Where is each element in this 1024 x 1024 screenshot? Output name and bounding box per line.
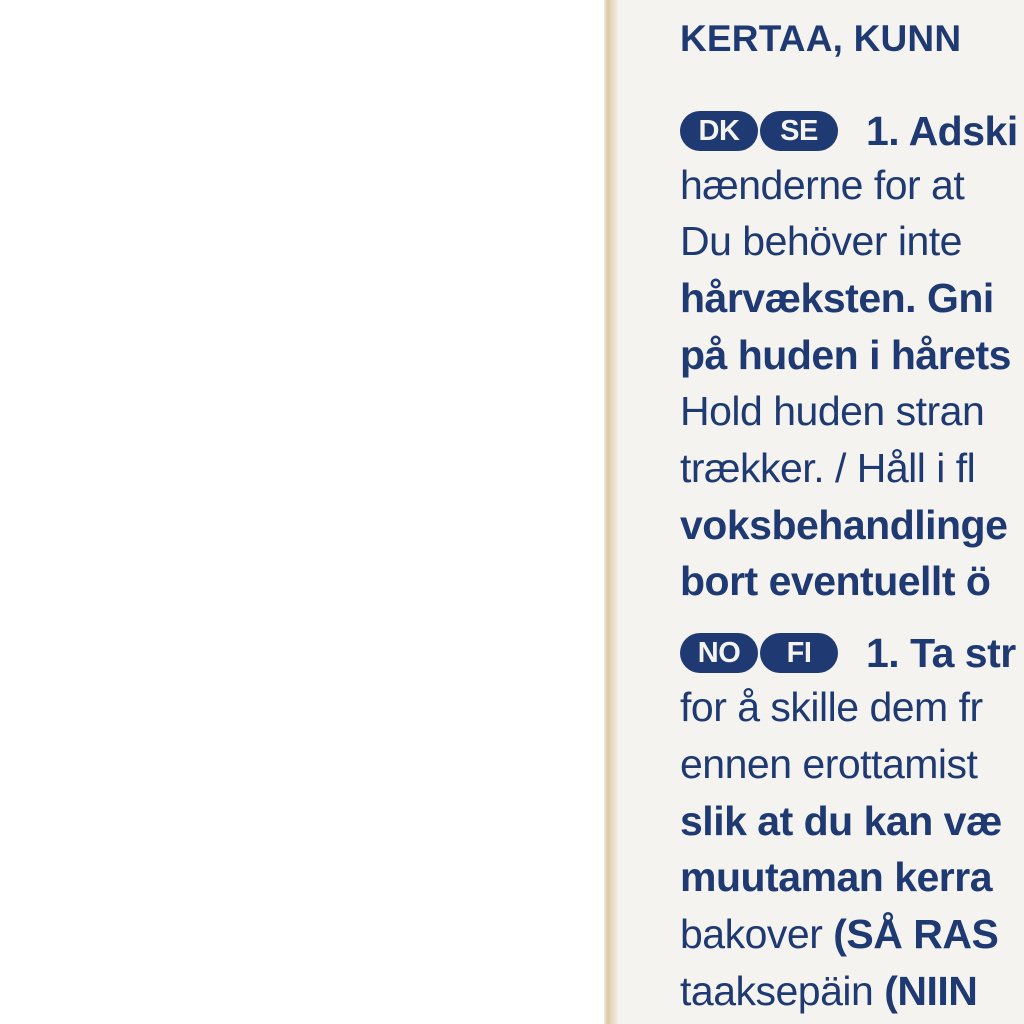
text-line-bold: slik at du kan væ: [680, 798, 1002, 844]
header-text: KERTAA, KUNN: [680, 18, 962, 59]
text-bold: (NIIN: [884, 968, 978, 1014]
flag-fi-badge: FI: [760, 633, 838, 673]
text-line: hænderne for at: [680, 162, 965, 208]
text-normal: taaksepäin: [680, 968, 885, 1014]
text-line: ennen erottamist: [680, 741, 978, 787]
text-line-mixed: [680, 909, 998, 959]
text-bold: (SÅ RAS: [833, 911, 999, 957]
text-line-bold: muutaman kerra: [680, 854, 993, 900]
text-line-mixed: [680, 966, 977, 1016]
text-normal: bakover: [680, 911, 834, 957]
text-line-bold: bort eventuellt ö: [680, 558, 991, 604]
text-line: trækker. / Håll i fl: [680, 445, 976, 491]
flag-no-badge: NO: [680, 633, 758, 673]
flag-se-badge: SE: [760, 111, 838, 151]
text-line: Du behöver inte: [680, 218, 962, 264]
flag-dk-badge: DK: [680, 111, 758, 151]
text-line-bold: hårvæksten. Gni: [680, 275, 994, 321]
section-dk-se-heading: [680, 106, 1018, 156]
section-no-fi-heading: [680, 628, 1016, 678]
card-edge: [604, 0, 618, 1024]
instruction-card: [618, 0, 1024, 1024]
step-text: 1. Adski: [866, 108, 1018, 154]
text-line-bold: voksbehandlinge: [680, 502, 1008, 548]
text-line: Hold huden stran: [680, 388, 985, 434]
text-line: for å skille dem fr: [680, 684, 983, 730]
text-line-bold: på huden i hårets: [680, 332, 1011, 378]
step-text: 1. Ta str: [866, 630, 1016, 676]
